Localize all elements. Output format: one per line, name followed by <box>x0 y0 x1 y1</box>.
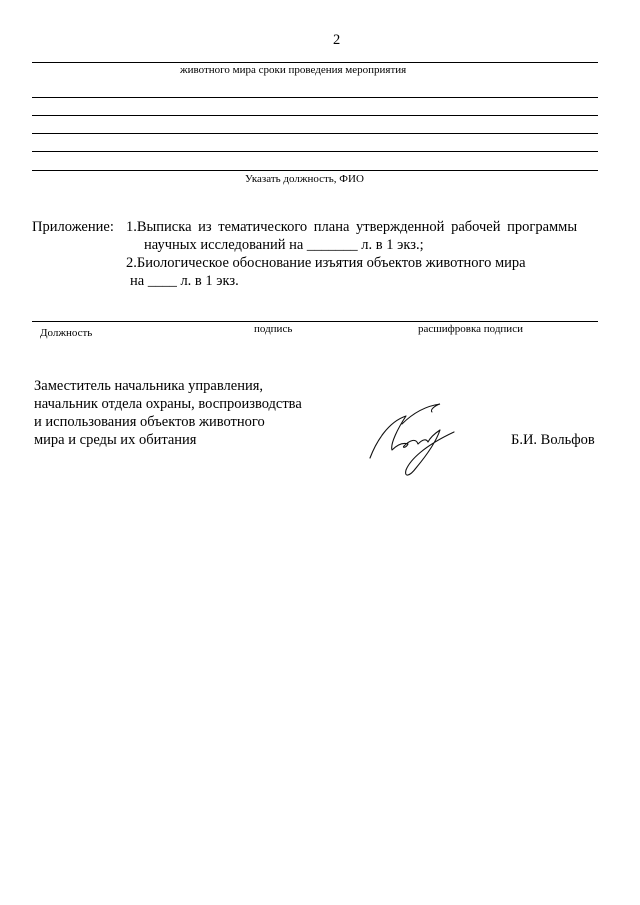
appendix-label: Приложение: <box>32 219 114 235</box>
form-line-2 <box>32 97 598 98</box>
handwritten-signature <box>362 398 462 482</box>
label-signature: подпись <box>254 323 293 335</box>
appendix-item-2-line-1: 2.Биологическое обоснование изъятия объектов животного мира <box>126 255 526 271</box>
form-line-6 <box>32 170 598 171</box>
signatory-title-line-4: мира и среды их обитания <box>34 432 197 448</box>
label-decoding: расшифровка подписи <box>418 323 523 335</box>
appendix-item-2-line-2: на ____ л. в 1 экз. <box>130 273 239 289</box>
signatory-title-line-1: Заместитель начальника управления, <box>34 378 264 394</box>
form-line-4 <box>32 133 598 134</box>
signatory-title-line-2: начальник отдела охраны, воспроизводства <box>34 396 302 412</box>
caption-position-fio: Указать должность, ФИО <box>245 173 364 185</box>
caption-top: животного мира сроки проведения мероприятия <box>180 64 407 76</box>
label-position: Должность <box>40 327 93 339</box>
appendix-item-1-line-1: 1.Выписка из тематического плана утвержденной рабочей программы <box>126 219 578 235</box>
appendix-item-1-line-2: научных исследований на _______ л. в 1 экз.; <box>144 237 424 253</box>
page-number: 2 <box>333 32 341 48</box>
signatory-title-line-3: и использования объектов животного <box>34 414 265 430</box>
form-line-1 <box>32 62 598 63</box>
signature-line <box>32 321 598 322</box>
form-line-3 <box>32 115 598 116</box>
form-line-5 <box>32 151 598 152</box>
signatory-name: Б.И. Вольфов <box>511 432 595 448</box>
